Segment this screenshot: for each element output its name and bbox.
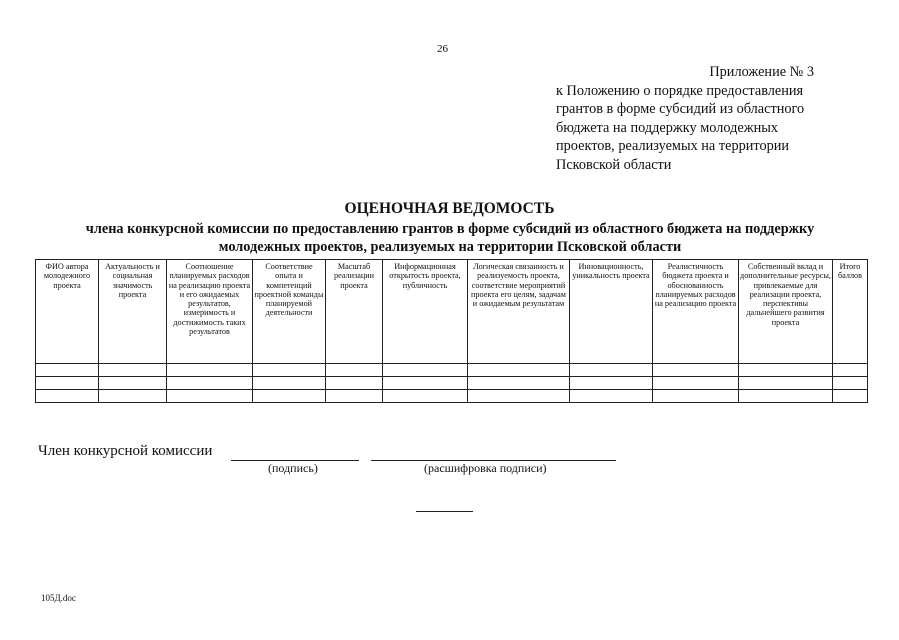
signature-caption: (подпись) [268,461,318,475]
table-cell[interactable] [739,364,833,377]
table-cell[interactable] [383,364,468,377]
column-header: Собственный вклад и дополнительные ресурсы, привлекаемые для реализации проекта, перспективы дальнейшего развития проекта [739,260,833,364]
table-cell[interactable] [326,377,383,390]
column-header: Масштаб реализации проекта [326,260,383,364]
table-cell[interactable] [653,390,739,403]
column-header: Соответствие опыта и компетенций проектной команды планируемой деятельности [253,260,326,364]
table-cell[interactable] [36,377,99,390]
table-cell[interactable] [253,377,326,390]
table-cell[interactable] [253,390,326,403]
table-cell[interactable] [167,364,253,377]
appendix-line: проектов, реализуемых на территории [556,138,790,154]
column-header: Соотношение планируемых расходов на реализацию проекта и его ожидаемых результатов, измеримость и достижимость таких результатов [167,260,253,364]
table-header-row [36,260,868,364]
appendix-line: Псковской области [556,156,672,173]
column-header: ФИО автора молодежного проекта [36,260,99,364]
appendix-title: Приложение № 3 [709,64,814,80]
table-cell[interactable] [253,364,326,377]
table-cell[interactable] [36,390,99,403]
appendix-line: бюджета на поддержку молодежных [556,119,779,136]
table-cell[interactable] [167,390,253,403]
table-cell[interactable] [570,377,653,390]
column-header: Логическая связанность и реализуемость проекта, соответствие мероприятий проекта его целям, задачам и ожидаемым результатам [468,260,570,364]
table-cell[interactable] [833,364,868,377]
table-cell[interactable] [383,390,468,403]
document-subtitle [40,220,860,256]
column-header: Информационная открытость проекта, публичность [383,260,468,364]
column-header: Инновационность, уникальность проекта [570,260,653,364]
table-row [36,377,868,390]
document-title: ОЦЕНОЧНАЯ ВЕДОМОСТЬ [344,200,555,217]
divider [416,511,473,512]
table-cell[interactable] [739,390,833,403]
table-row [36,390,868,403]
table-cell[interactable] [36,364,99,377]
subtitle-line: члена конкурсной комиссии по предоставлению грантов в форме субсидий из областного бюджета на поддержку [85,221,815,237]
table-cell[interactable] [468,377,570,390]
table-cell[interactable] [653,377,739,390]
table-cell[interactable] [383,377,468,390]
table-cell[interactable] [326,390,383,403]
column-header: Реалистичность бюджета проекта и обоснованность планируемых расходов на реализацию проекта [653,260,739,364]
column-header: Итого баллов [833,260,868,364]
appendix-block [556,63,854,174]
subtitle-line: молодежных проектов, реализуемых на территории Псковской области [218,239,682,255]
table-cell[interactable] [833,390,868,403]
appendix-line: грантов в форме субсидий из областного [556,101,805,117]
column-header: Актуальность и социальная значимость проекта [99,260,167,364]
appendix-body [556,82,854,175]
signature-decode-caption: (расшифровка подписи) [424,461,547,475]
table-cell[interactable] [653,364,739,377]
page-number: 26 [437,43,448,55]
table-cell[interactable] [570,364,653,377]
table-cell[interactable] [167,377,253,390]
table-cell[interactable] [570,390,653,403]
table-cell[interactable] [468,364,570,377]
signature-label: Член конкурсной комиссии [38,443,213,459]
appendix-line: к Положению о порядке предоставления [556,82,804,99]
table-cell[interactable] [833,377,868,390]
table-cell[interactable] [326,364,383,377]
table-cell[interactable] [99,377,167,390]
table-cell[interactable] [468,390,570,403]
table-cell[interactable] [739,377,833,390]
table-row [36,364,868,377]
table-cell[interactable] [99,390,167,403]
evaluation-table [35,259,868,403]
table-cell[interactable] [99,364,167,377]
file-name: 105Д.doc [41,593,76,603]
